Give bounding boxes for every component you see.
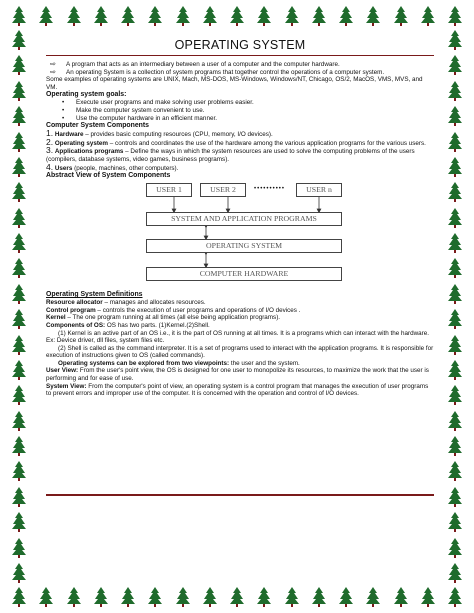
component-term: Operating system	[54, 139, 109, 147]
pine-tree-icon	[230, 6, 244, 26]
system-components-diagram	[46, 182, 434, 285]
pine-tree-icon	[94, 6, 108, 26]
definition-term: User View:	[46, 367, 79, 375]
pine-tree-icon	[12, 233, 26, 253]
pine-tree-icon	[394, 587, 408, 607]
pine-tree-icon	[121, 6, 135, 26]
definition-text: – controls the execution of user programs and operations of I/O devices .	[95, 306, 301, 314]
pine-tree-icon	[176, 6, 190, 26]
definition-item	[46, 322, 434, 330]
pine-tree-icon	[12, 284, 26, 304]
goal-text: Make the computer system convenient to use.	[76, 106, 205, 114]
pine-tree-icon	[448, 157, 462, 177]
component-number: 1.	[46, 128, 54, 139]
definition-text: OS has two parts. (1)Kernel.(2)Shell.	[105, 321, 210, 329]
definition-item	[46, 383, 434, 398]
component-item	[46, 136, 434, 148]
pine-tree-icon	[12, 487, 26, 507]
component-text: – controls and coordinates the use of the hardware among the various application programs for the various users.	[108, 139, 426, 147]
pine-tree-icon	[94, 587, 108, 607]
bullet-icon: •	[62, 106, 65, 114]
pine-tree-icon	[12, 461, 26, 481]
pine-tree-icon	[12, 30, 26, 50]
pine-tree-icon	[448, 258, 462, 278]
definition-text: From the computer's point of view, an operating system is a control program that manages the execution of user programs to prevent errors and improper use of the computer. It is concerned with the operation and control of I/O devices.	[46, 382, 429, 398]
pine-tree-icon	[421, 6, 435, 26]
definition-text: – The one program running at all times (all else being application programs).	[65, 314, 281, 322]
pine-tree-icon	[448, 284, 462, 304]
intro-item	[50, 61, 434, 69]
pine-tree-icon	[12, 157, 26, 177]
shell-detail: (2) Shell is called as the command interpreter. It is a set of programs used to interact with the application programs. It is responsible for execution of instructions given to OS (called commands).	[46, 344, 434, 360]
pine-tree-icon	[448, 385, 462, 405]
examples-text: Some examples of operating systems are UNIX, Mach, MS-DOS, MS-Windows, Windows/NT, Chicago, OS/2, MacOS, VMS, MVS, and VM.	[46, 76, 423, 91]
pine-tree-icon	[448, 233, 462, 253]
goals-heading: Operating system goals:	[46, 91, 127, 99]
goal-text: Use the computer hardware in an efficient manner.	[76, 114, 217, 122]
system-programs-box: SYSTEM AND APPLICATION PROGRAMS	[146, 212, 342, 226]
pine-tree-icon	[448, 335, 462, 355]
pine-tree-icon	[339, 6, 353, 26]
pine-tree-icon	[12, 587, 26, 607]
viewpoints-item	[46, 360, 434, 368]
kernel-detail: (1) Kernel is an active part of an OS i.e., it is the part of OS running at all times. It is a programs which can interact with the hardware. Ex: Device driver, dll files, system files etc.	[46, 329, 429, 345]
pine-tree-icon	[394, 6, 408, 26]
component-item	[46, 161, 434, 173]
computer-hardware-box: COMPUTER HARDWARE	[146, 267, 342, 281]
pine-tree-icon	[12, 411, 26, 431]
pine-tree-icon	[448, 538, 462, 558]
pine-tree-icon	[448, 563, 462, 583]
pine-tree-icon	[203, 6, 217, 26]
component-term: Users	[54, 164, 73, 172]
bullet-icon: •	[62, 99, 65, 107]
goal-item	[62, 115, 434, 123]
definition-text: From the user's point view, the OS is designed for one user to monopolize its resources, to maximize the work that the user is performing and for ease of use.	[46, 367, 429, 383]
pine-tree-icon	[421, 587, 435, 607]
pine-tree-icon	[448, 309, 462, 329]
component-text: – provides basic computing resources (CPU, memory, I/O devices).	[83, 131, 273, 139]
goal-text: Execute user programs and make solving user problems easier.	[76, 99, 254, 107]
pine-tree-icon	[448, 360, 462, 380]
pine-tree-icon	[12, 81, 26, 101]
definition-term: System View:	[46, 382, 87, 390]
pine-tree-icon	[12, 208, 26, 228]
component-number: 2.	[46, 136, 54, 147]
pine-tree-icon	[312, 587, 326, 607]
definition-term: Operating systems can be explored from two viewpoints:	[58, 359, 230, 367]
pine-tree-icon	[39, 6, 53, 26]
page-content	[46, 38, 434, 398]
bullet-icon: •	[62, 114, 65, 122]
definition-item	[46, 307, 434, 315]
pine-tree-icon	[12, 436, 26, 456]
component-number: 4.	[46, 161, 54, 172]
user-1-box: USER 1	[146, 183, 192, 197]
components-heading: Computer System Components	[46, 122, 149, 130]
definition-item	[46, 367, 434, 382]
pine-tree-icon	[257, 6, 271, 26]
pine-tree-icon	[12, 360, 26, 380]
pine-tree-icon	[230, 587, 244, 607]
user-n-box: USER n	[296, 183, 342, 197]
pine-tree-icon	[176, 587, 190, 607]
goal-item	[62, 99, 434, 107]
pine-tree-icon	[448, 30, 462, 50]
component-term: Applications programs	[54, 148, 124, 156]
pine-tree-icon	[448, 411, 462, 431]
pine-tree-icon	[148, 587, 162, 607]
pine-tree-icon	[257, 587, 271, 607]
definition-term: Components of OS:	[46, 321, 106, 329]
pine-tree-icon	[366, 587, 380, 607]
pine-tree-icon	[148, 6, 162, 26]
pine-tree-icon	[448, 132, 462, 152]
ellipsis-dots: ••••••••••	[254, 186, 286, 193]
pine-tree-icon	[448, 55, 462, 75]
pine-tree-icon	[12, 6, 26, 26]
intro-text: A program that acts as an intermediary between a user of a computer and the computer hardware.	[66, 61, 340, 68]
component-text: – Define the ways in which the system resources are used to solve the computing problems of the users (compilers, database systems, video games, business programs).	[46, 148, 415, 163]
page-title: OPERATING SYSTEM	[174, 38, 306, 52]
pine-tree-icon	[12, 182, 26, 202]
pine-tree-icon	[366, 6, 380, 26]
pine-tree-icon	[121, 587, 135, 607]
pine-tree-icon	[339, 587, 353, 607]
diagram-heading: Abstract View of System Components	[46, 172, 171, 180]
definition-term: Resource allocator	[46, 299, 103, 307]
component-item	[46, 130, 434, 139]
component-term: Hardware	[54, 131, 84, 139]
pine-tree-icon	[448, 512, 462, 532]
pine-tree-icon	[312, 6, 326, 26]
pine-tree-icon	[12, 106, 26, 126]
goal-item	[62, 107, 434, 115]
pine-tree-icon	[203, 587, 217, 607]
pine-tree-icon	[448, 461, 462, 481]
pine-tree-icon	[12, 563, 26, 583]
pine-tree-icon	[12, 335, 26, 355]
pine-tree-icon	[448, 208, 462, 228]
definition-text: – manages and allocates resources.	[102, 299, 206, 307]
pine-tree-icon	[67, 6, 81, 26]
intro-text: An operating System is a collection of system programs that together control the operations of a computer system.	[66, 68, 385, 76]
arrow-bullet-icon: ⇨	[50, 68, 56, 76]
user-2-box: USER 2	[200, 183, 246, 197]
pine-tree-icon	[12, 385, 26, 405]
pine-tree-icon	[12, 538, 26, 558]
pine-tree-icon	[448, 106, 462, 126]
pine-tree-icon	[12, 512, 26, 532]
pine-tree-icon	[12, 55, 26, 75]
pine-tree-icon	[67, 587, 81, 607]
pine-tree-icon	[448, 587, 462, 607]
definitions-heading: Operating System Definitions	[46, 291, 143, 299]
definition-text: the user and the system.	[229, 359, 300, 367]
arrow-bullet-icon: ⇨	[50, 61, 56, 68]
pine-tree-icon	[12, 132, 26, 152]
title-divider	[46, 55, 434, 56]
definition-item	[46, 299, 434, 307]
pine-tree-icon	[448, 81, 462, 101]
component-number: 3.	[46, 145, 54, 156]
bottom-divider	[46, 494, 434, 496]
definition-item	[46, 314, 434, 322]
definition-term: Kernel	[46, 314, 66, 322]
pine-tree-icon	[448, 6, 462, 26]
pine-tree-icon	[285, 6, 299, 26]
component-text: (people, machines, other computers).	[72, 164, 179, 172]
pine-tree-icon	[12, 258, 26, 278]
pine-tree-icon	[448, 182, 462, 202]
pine-tree-icon	[448, 487, 462, 507]
pine-tree-icon	[285, 587, 299, 607]
pine-tree-icon	[39, 587, 53, 607]
intro-item	[50, 69, 434, 77]
pine-tree-icon	[448, 436, 462, 456]
definition-term: Control program	[46, 306, 96, 314]
component-item	[46, 147, 434, 163]
operating-system-box: OPERATING SYSTEM	[146, 239, 342, 253]
pine-tree-icon	[12, 309, 26, 329]
